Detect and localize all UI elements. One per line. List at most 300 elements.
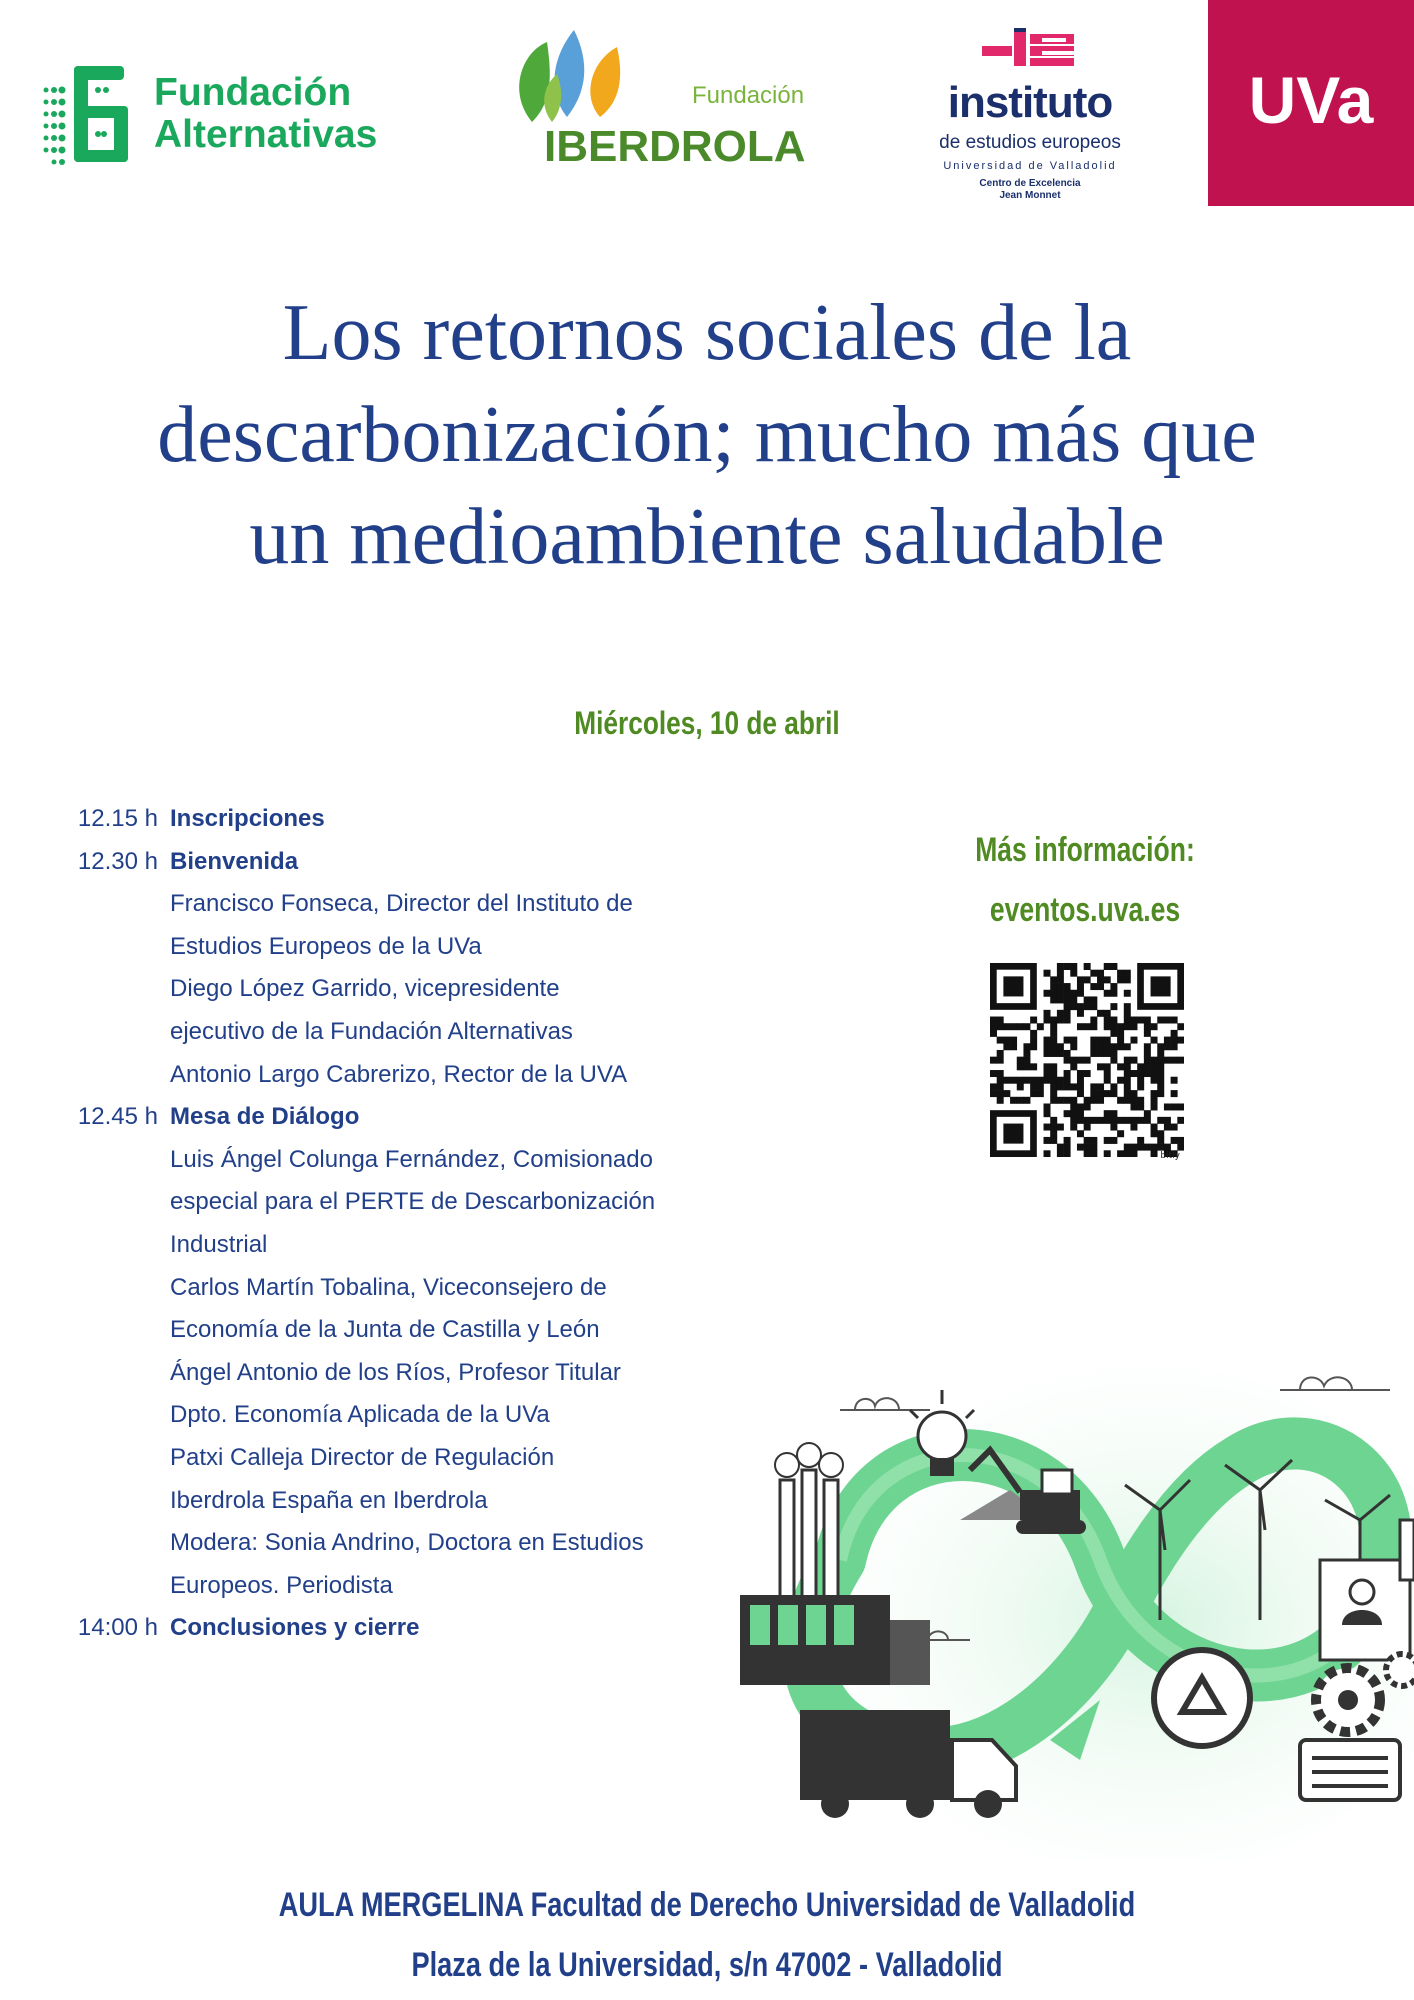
program-item [50,1309,740,1352]
qr-module [1124,1070,1131,1077]
qr-module [1003,1090,1010,1097]
qr-module [1130,1057,1137,1064]
qr-module [1090,1023,1097,1030]
qr-module [1137,1070,1144,1077]
qr-module [1030,1030,1037,1037]
qr-module [1084,996,1091,1003]
qr-module [1104,1037,1111,1044]
program-speaker: Iberdrola España en Iberdrola [170,1486,488,1514]
qr-module [1130,1037,1137,1044]
program-item [50,1139,740,1182]
qr-module [1157,1083,1164,1090]
qr-module [1044,1010,1051,1017]
qr-module [1044,1050,1051,1057]
qr-module [1104,1070,1111,1077]
qr-module [1104,1090,1111,1097]
qr-module [1050,1083,1057,1090]
qr-module [1090,1050,1097,1057]
uva-logo [1208,0,1414,206]
qr-module [1064,1144,1071,1151]
instituto-name: instituto [947,78,1113,127]
qr-module [1171,1077,1178,1084]
program-speaker: Dpto. Economía Aplicada de la UVa [170,1401,550,1429]
qr-module [1090,1117,1097,1124]
title-line3: un medioambiente saludable [249,493,1165,581]
qr-module [1090,1037,1097,1044]
qr-module [1137,1097,1144,1104]
qr-module [1050,996,1057,1003]
qr-module [1077,1010,1084,1017]
qr-module [997,1097,1004,1104]
qr-module [997,1083,1004,1090]
qr-module [1171,1057,1178,1064]
qr-module [1171,1037,1178,1044]
program-speaker: Modera: Sonia Andrino, Doctora en Estudios [170,1529,644,1557]
qr-module [1157,1130,1164,1137]
program-item [50,1267,740,1310]
qr-module [990,1030,997,1037]
qr-module [1090,1150,1097,1157]
qr-module [1151,1103,1158,1110]
qr-module [1044,1077,1051,1084]
qr-module [1151,1077,1158,1084]
qr-module [1151,1037,1158,1044]
qr-brand-label: bitly [1160,1151,1180,1161]
qr-module [1157,1137,1164,1144]
title-line1: Los retornos sociales de la [282,289,1132,377]
qr-module [1104,1077,1111,1084]
qr-module [1124,1090,1131,1097]
qr-module [1037,1083,1044,1090]
qr-module [1077,983,1084,990]
qr-module [1171,1043,1178,1050]
qr-module [1003,1043,1010,1050]
program-speaker: Luis Ángel Colunga Fernández, Comisionado [170,1145,653,1173]
qr-module [990,1070,997,1077]
qr-module [997,1077,1004,1084]
qr-module [1057,1124,1064,1131]
qr-module [997,1050,1004,1057]
qr-module [1050,1137,1057,1144]
venue-line1: AULA MERGELINA Facultad de Derecho Universidad de Valladolid [278,1886,1136,1924]
iee-mark-icon [982,28,1082,70]
qr-module [1050,1124,1057,1131]
qr-module [1064,1057,1071,1064]
qr-module [1110,1117,1117,1124]
qr-module [1050,983,1057,990]
qr-module [1064,1150,1071,1157]
qr-module [1077,1130,1084,1137]
qr-module [1050,1063,1057,1070]
qr-module [1070,1110,1077,1117]
qr-module [1124,1097,1131,1104]
qr-module [1064,996,1071,1003]
qr-module [1117,1043,1124,1050]
fundacion-alternativas-name [154,72,377,156]
program-speaker: Carlos Martín Tobalina, Viceconsejero de [170,1273,607,1301]
program-time: 12.30 h [77,847,158,875]
qr-module [1084,1124,1091,1131]
qr-module [1124,1083,1131,1090]
qr-module [1110,1017,1117,1024]
fa-line1: Fundación [154,71,352,114]
qr-module [1057,1043,1064,1050]
qr-module [1064,1110,1071,1117]
qr-module [1057,1050,1064,1057]
qr-module [1097,1097,1104,1104]
qr-module [1064,990,1071,997]
qr-module [1097,970,1104,977]
qr-module [1017,1023,1024,1030]
qr-module [1077,1003,1084,1010]
qr-module [1110,983,1117,990]
qr-module [1104,1110,1111,1117]
iberdrola-logo [512,22,832,172]
qr-module [1177,1057,1184,1064]
program-item [50,1607,740,1650]
qr-module [1097,1083,1104,1090]
program-speaker: Estudios Europeos de la UVa [170,932,482,960]
program-item [50,1096,740,1139]
program-item [50,1011,740,1054]
qr-module [1144,1030,1151,1037]
qr-module [1090,996,1097,1003]
qr-module [1110,1030,1117,1037]
qr-module [1044,1070,1051,1077]
qr-module [1070,1083,1077,1090]
qr-module [1137,1017,1144,1024]
qr-module [1157,1050,1164,1057]
instituto-estudios-europeos-logo [930,28,1130,203]
qr-module [1104,1117,1111,1124]
uva-logo-text: UVa [1248,63,1374,137]
qr-module [1064,1083,1071,1090]
event-date: Miércoles, 10 de abril [574,705,840,741]
qr-module [1130,1090,1137,1097]
qr-module [1044,1110,1051,1117]
qr-module [1057,1083,1064,1090]
qr-module [1144,1070,1151,1077]
qr-module [1157,1043,1164,1050]
qr-module [1057,976,1064,983]
qr-module [1044,1124,1051,1131]
qr-module [1010,1023,1017,1030]
qr-module [1117,1130,1124,1137]
qr-module [1164,1103,1171,1110]
qr-module [1017,1063,1024,1070]
qr-module [1164,1117,1171,1124]
qr-module [1110,963,1117,970]
recycle-icon [1154,1650,1250,1746]
qr-module [1090,1017,1097,1024]
qr-module [1084,976,1091,983]
qr-module [1077,1103,1084,1110]
qr-module [1104,1017,1111,1024]
qr-module [1117,1150,1124,1157]
qr-module [1124,970,1131,977]
qr-module [1057,1010,1064,1017]
qr-finder [1003,1124,1023,1144]
qr-module [1097,1010,1104,1017]
qr-module [1077,1090,1084,1097]
qr-module [1177,1037,1184,1044]
qr-module [1117,976,1124,983]
qr-module [1130,1144,1137,1151]
qr-module [1117,1030,1124,1037]
qr-module [1110,1137,1117,1144]
qr-module [1064,1097,1071,1104]
qr-module [990,1090,997,1097]
qr-module [1064,1003,1071,1010]
qr-module [1177,1023,1184,1030]
program-item [50,1565,740,1608]
program-item [50,1054,740,1097]
qr-module [1171,1124,1178,1131]
qr-module [1090,1137,1097,1144]
qr-module [1124,976,1131,983]
qr-module [1151,1063,1158,1070]
qr-code[interactable] [990,963,1184,1161]
qr-module [1084,1003,1091,1010]
qr-module [1124,1063,1131,1070]
program-speaker: Diego López Garrido, vicepresidente [170,975,560,1003]
program-time: 12.45 h [77,1103,158,1131]
qr-module [1084,963,1091,970]
decarbonization-illustration [720,1320,1414,1860]
qr-module [1144,1043,1151,1050]
program-item [50,1522,740,1565]
qr-module [1030,1043,1037,1050]
qr-module [1064,963,1071,970]
qr-module [1070,990,1077,997]
qr-module [1090,1003,1097,1010]
qr-module [1104,1137,1111,1144]
qr-module [1104,1050,1111,1057]
qr-module [1144,1023,1151,1030]
qr-module [1157,1057,1164,1064]
qr-module [1050,1030,1057,1037]
qr-module [1070,1124,1077,1131]
qr-module [1097,1063,1104,1070]
program-session-title: Inscripciones [170,805,325,832]
qr-module [1164,1043,1171,1050]
qr-module [1010,1097,1017,1104]
qr-module [1164,1144,1171,1151]
iberdrola-name: IBERDROLA [544,122,806,171]
qr-module [1117,1037,1124,1044]
qr-module [997,1070,1004,1077]
program-speaker: Patxi Calleja Director de Regulación [170,1443,555,1471]
qr-module [1064,1070,1071,1077]
qr-module [1090,1083,1097,1090]
qr-module [1104,990,1111,997]
qr-module [1030,1077,1037,1084]
qr-module [1157,1077,1164,1084]
qr-module [1070,1003,1077,1010]
qr-module [1077,1083,1084,1090]
qr-module [1097,1037,1104,1044]
qr-module [1077,1057,1084,1064]
qr-module [1064,983,1071,990]
qr-module [1104,1063,1111,1070]
qr-module [1104,976,1111,983]
qr-module [1050,1090,1057,1097]
qr-module [1030,1083,1037,1090]
qr-module [1003,1077,1010,1084]
qr-module [1137,1103,1144,1110]
fundacion-alternativas-mark-icon [38,60,138,170]
qr-module [1003,1037,1010,1044]
qr-module [1090,1144,1097,1151]
qr-module [1064,1010,1071,1017]
qr-module [1177,1117,1184,1124]
qr-module [1023,1050,1030,1057]
qr-module [1144,1110,1151,1117]
program-item [50,968,740,1011]
qr-module [1151,1124,1158,1131]
program-time: 12.15 h [77,805,158,832]
qr-module [1104,1150,1111,1157]
qr-module [1010,1037,1017,1044]
qr-module [1084,1057,1091,1064]
program-item [50,1352,740,1395]
qr-module [1070,1057,1077,1064]
qr-module [1110,990,1117,997]
qr-module [990,1083,997,1090]
fa-line2: Alternativas [154,113,378,156]
qr-module [1050,976,1057,983]
qr-module [1137,1117,1144,1124]
qr-finder [1003,976,1023,996]
qr-module [1117,1117,1124,1124]
qr-module [1144,1117,1151,1124]
qr-module [1077,990,1084,997]
qr-module [1097,976,1104,983]
qr-module [1064,1017,1071,1024]
instituto-centre-line1: Centro de Excelencia [979,178,1081,189]
qr-module [1110,1003,1117,1010]
qr-module [1110,1110,1117,1117]
qr-module [1137,1144,1144,1151]
qr-module [1177,1144,1184,1151]
qr-module [1110,1124,1117,1131]
qr-module [1171,1137,1178,1144]
qr-module [1064,1050,1071,1057]
qr-module [1171,1017,1178,1024]
qr-module [1010,1077,1017,1084]
qr-module [1070,1117,1077,1124]
qr-module [1097,1090,1104,1097]
qr-module [1084,1070,1091,1077]
qr-module [1044,1037,1051,1044]
qr-module [1157,1090,1164,1097]
program-item [50,841,740,884]
qr-module [1177,1137,1184,1144]
qr-module [1044,970,1051,977]
qr-module [1084,1097,1091,1104]
qr-module [1157,1144,1164,1151]
qr-module [1117,1097,1124,1104]
qr-module [1070,1043,1077,1050]
qr-module [1050,1023,1057,1030]
qr-module [1130,1097,1137,1104]
qr-module [1044,1103,1051,1110]
qr-module [1130,1117,1137,1124]
qr-module [1050,1070,1057,1077]
instituto-centre-line2: Jean Monnet [999,190,1061,201]
qr-code-icon [990,963,1184,1157]
control-panel-icon [1300,1740,1400,1800]
qr-module [1117,1023,1124,1030]
program-item [50,926,740,969]
qr-module [1044,1137,1051,1144]
qr-module [1050,990,1057,997]
qr-module [1130,1124,1137,1131]
qr-module [1110,1050,1117,1057]
instituto-university: Universidad de Valladolid [943,160,1117,172]
qr-module [1110,1057,1117,1064]
qr-module [1064,1037,1071,1044]
qr-module [1144,1017,1151,1024]
qr-module [1077,1117,1084,1124]
program-item [50,883,740,926]
qr-module [1084,1137,1091,1144]
qr-module [1117,970,1124,977]
qr-module [1124,1057,1131,1064]
qr-module [997,1023,1004,1030]
program-speaker: Francisco Fonseca, Director del Instituto de [170,890,633,918]
qr-module [1030,1090,1037,1097]
qr-module [1077,1070,1084,1077]
qr-module [1084,1150,1091,1157]
qr-module [1084,1023,1091,1030]
qr-module [1050,1050,1057,1057]
qr-module [1171,1090,1178,1097]
qr-module [1017,1057,1024,1064]
qr-module [1151,1097,1158,1104]
more-info-url[interactable]: eventos.uva.es [989,891,1181,929]
qr-module [1044,1017,1051,1024]
qr-module [1057,1077,1064,1084]
qr-module [1137,1083,1144,1090]
qr-module [1144,1050,1151,1057]
qr-module [1097,1050,1104,1057]
qr-module [1124,1017,1131,1024]
qr-module [1151,1090,1158,1097]
qr-module [1137,1077,1144,1084]
qr-module [1110,1083,1117,1090]
qr-module [1157,1070,1164,1077]
program-speaker: Ángel Antonio de los Ríos, Profesor Titular [170,1358,621,1386]
qr-module [1117,1077,1124,1084]
qr-module [1030,1037,1037,1044]
qr-module [1044,1043,1051,1050]
program-session-title: Bienvenida [170,847,299,875]
qr-module [1110,1043,1117,1050]
qr-module [1057,1150,1064,1157]
qr-module [1044,1150,1051,1157]
qr-module [1077,1110,1084,1117]
qr-module [1037,1023,1044,1030]
more-info-label: Más información: [975,831,1195,869]
qr-module [1137,1063,1144,1070]
qr-module [1090,970,1097,977]
qr-module [1050,1117,1057,1124]
qr-module [1097,1043,1104,1050]
qr-module [1090,983,1097,990]
qr-module [1171,1030,1178,1037]
qr-module [1084,1117,1091,1124]
